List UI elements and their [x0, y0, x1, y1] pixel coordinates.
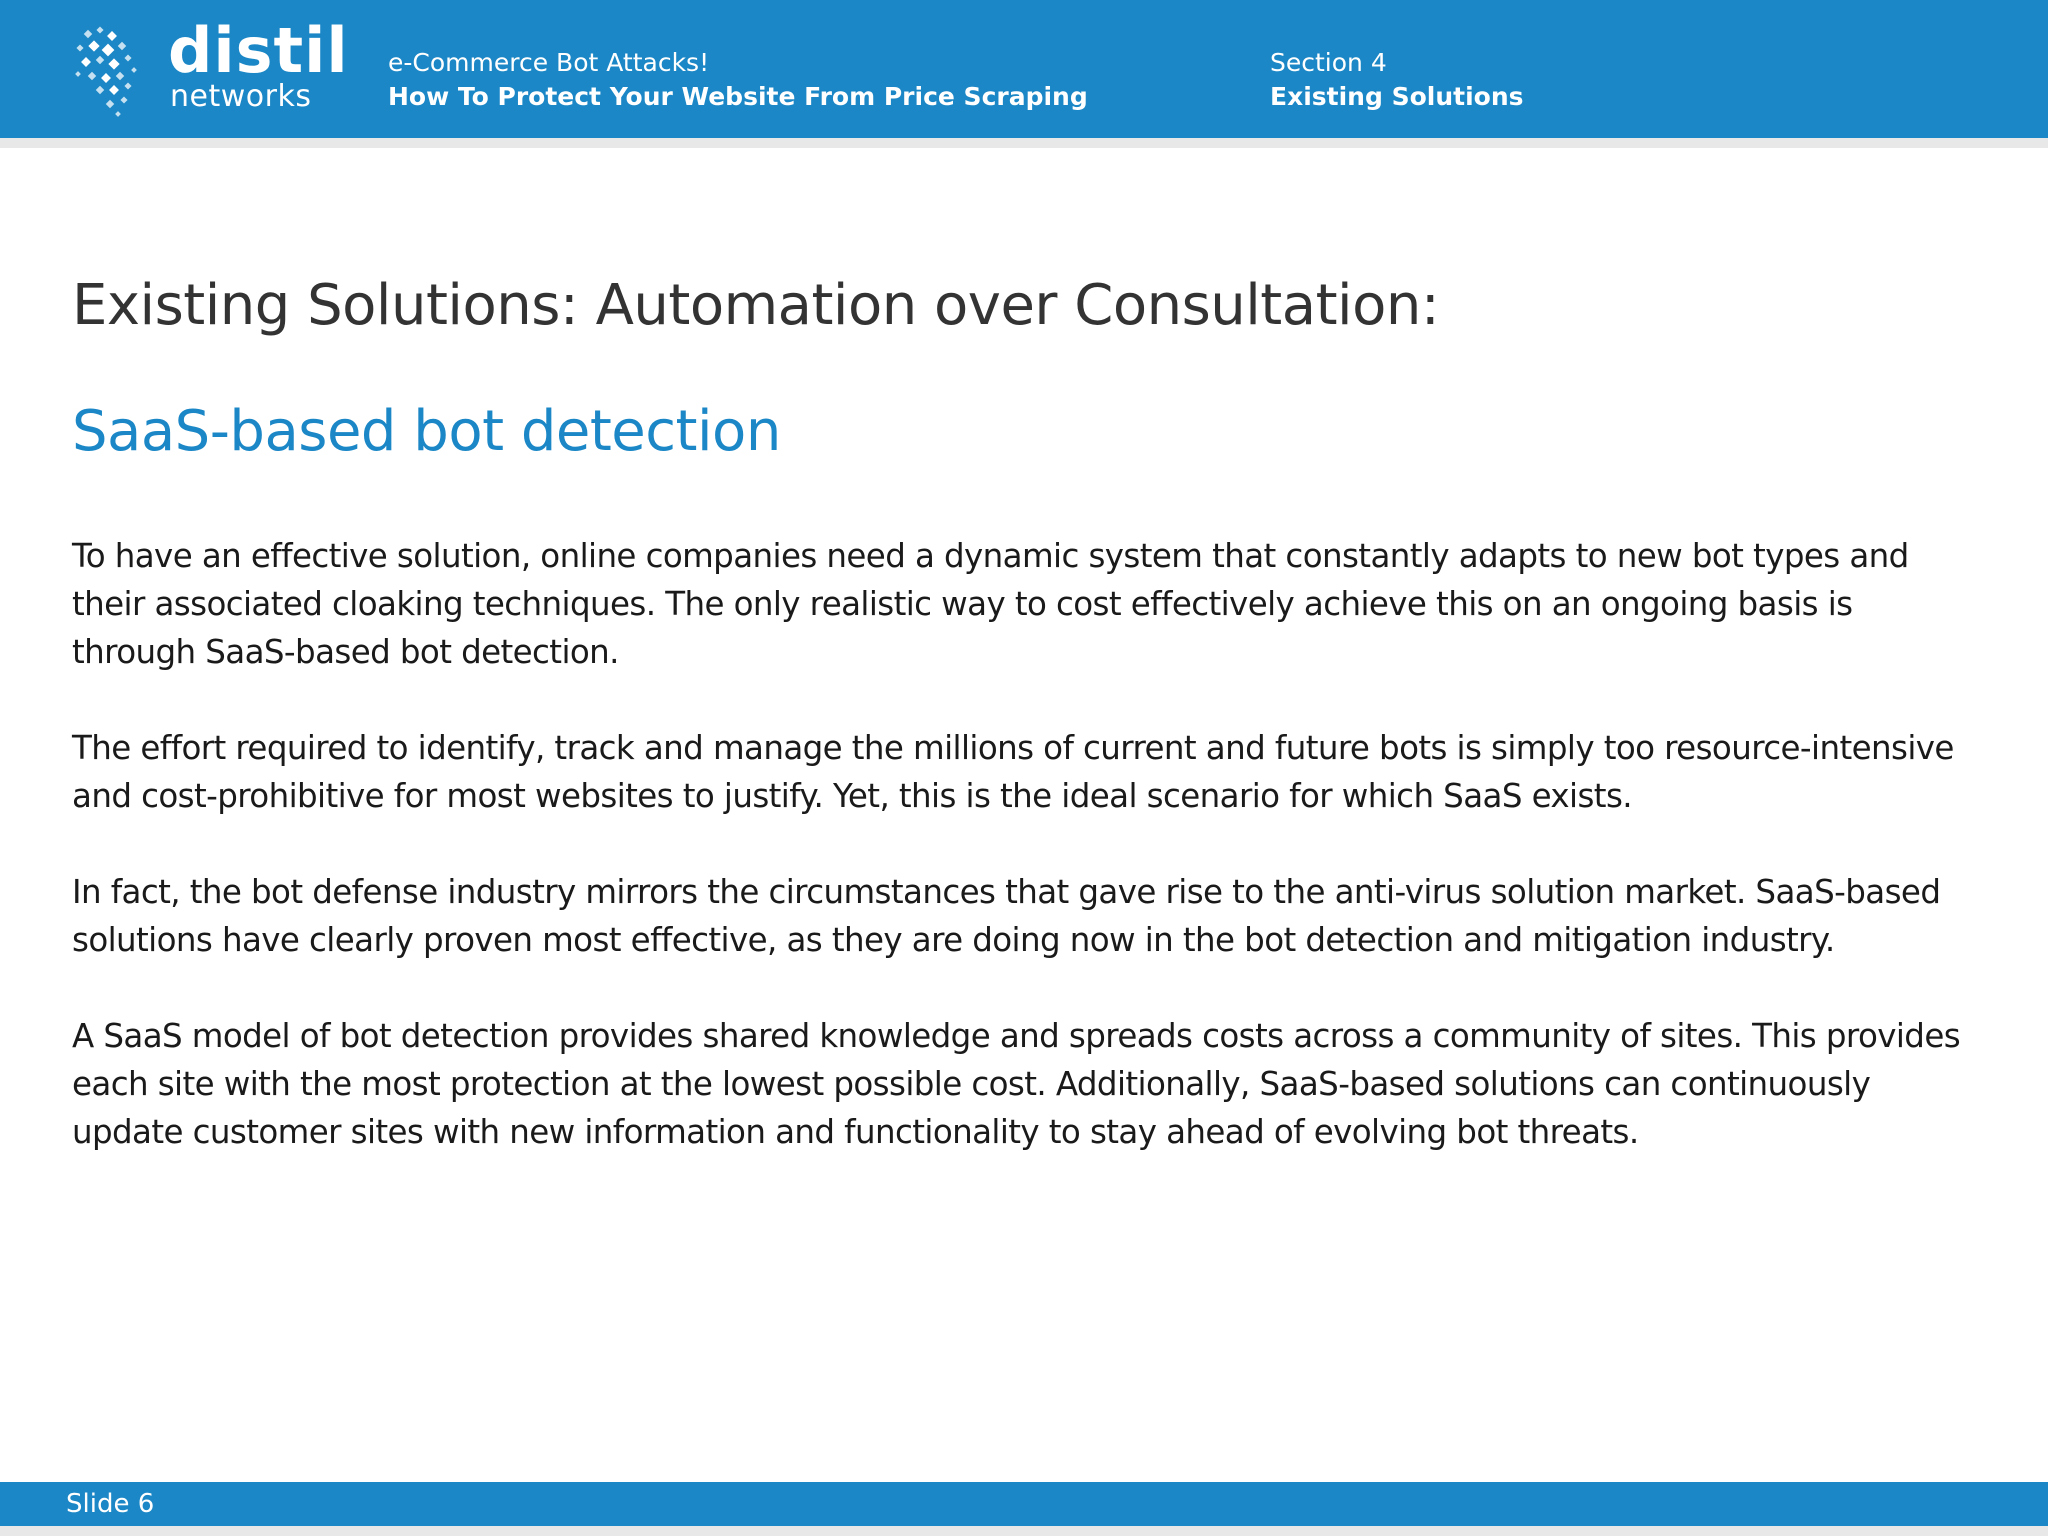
distil-networks-logo	[70, 14, 349, 120]
body-text	[72, 532, 1972, 1204]
paragraph-1: To have an effective solution, online companies need a dynamic system that constantly adapts to new bot types and their associated cloaking techniques. The only realistic way to cost effectively achieve this on an ongoing basis is through SaaS-based bot detection.	[72, 537, 1909, 671]
paragraph-2: The effort required to identify, track and manage the millions of current and future bots is simply too resource-intensive and cost-prohibitive for most websites to justify. Yet, this is the ideal scenario for which SaaS exists.	[72, 729, 1954, 815]
document-title: e-Commerce Bot Attacks!	[388, 48, 710, 77]
footer-divider	[0, 1526, 2048, 1536]
document-title-block	[388, 46, 1088, 114]
header-bar	[0, 0, 2048, 138]
footer-bar	[0, 1482, 2048, 1526]
header-divider	[0, 138, 2048, 148]
section-block	[1270, 46, 1524, 114]
diamond-grid-logo-icon	[70, 24, 170, 120]
document-subtitle: How To Protect Your Website From Price Scraping	[388, 82, 1088, 111]
paragraph-4: A SaaS model of bot detection provides shared knowledge and spreads costs across a community of sites. This provides each site with the most protection at the lowest possible cost. Additionally, SaaS-based solutions can continuously update customer sites with new information and functionality to stay ahead of evolving bot threats.	[72, 1017, 1961, 1151]
section-number: Section 4	[1270, 48, 1387, 77]
slide-number: Slide 6	[66, 1489, 155, 1519]
paragraph-3: In fact, the bot defense industry mirrors the circumstances that gave rise to the anti-virus solution market. SaaS-based solutions have clearly proven most effective, as they are doing now in the bot detection and mitigation industry.	[72, 873, 1941, 959]
section-name: Existing Solutions	[1270, 82, 1524, 111]
slide-subtitle: SaaS-based bot detection	[72, 399, 781, 464]
logo-wordmark-distil: distil	[168, 14, 349, 87]
logo-wordmark-networks: networks	[170, 79, 312, 114]
slide-title: Existing Solutions: Automation over Consultation:	[72, 273, 1440, 338]
